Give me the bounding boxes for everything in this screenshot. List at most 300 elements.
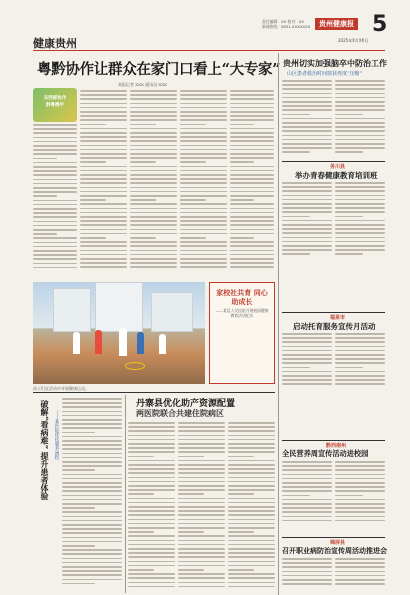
- text-line: [335, 558, 385, 560]
- text-line: [62, 532, 122, 534]
- text-line: [335, 80, 385, 82]
- text-line: [80, 229, 127, 231]
- text-line: [180, 191, 227, 193]
- text-line: [282, 490, 332, 492]
- text-line: [80, 119, 127, 121]
- text-line: [230, 212, 274, 214]
- text-line: [282, 566, 332, 568]
- text-line: [130, 258, 177, 260]
- text-line: [178, 548, 225, 550]
- text-line: [130, 170, 177, 172]
- text-line: [282, 143, 332, 145]
- text-line: [178, 561, 225, 563]
- text-line: [230, 174, 274, 176]
- text-line: [130, 107, 177, 109]
- text-line: [282, 195, 332, 197]
- text-line: [282, 190, 332, 192]
- text-line: [180, 187, 227, 189]
- text-line: [130, 132, 177, 134]
- bottom-left-text: [62, 398, 122, 590]
- text-line: [282, 216, 310, 218]
- text-line: [128, 451, 175, 453]
- text-line: [228, 460, 275, 462]
- text-line: [33, 204, 77, 206]
- text-line: [180, 170, 227, 172]
- text-line: [80, 128, 127, 130]
- text-line: [62, 537, 122, 539]
- text-line: [62, 495, 122, 497]
- text-line: [335, 490, 385, 492]
- news-title-1: 举办青春健康教育培训班: [295, 171, 378, 180]
- text-line: [128, 485, 175, 487]
- text-line: [230, 140, 274, 142]
- text-line: [180, 124, 206, 126]
- text-line: [62, 457, 122, 459]
- text-line: [178, 519, 225, 521]
- photo-building-1: [53, 288, 91, 332]
- text-line: [230, 115, 274, 117]
- text-line: [130, 149, 177, 151]
- bottom-divider: [125, 395, 126, 593]
- text-line: [335, 147, 385, 149]
- text-line: [130, 216, 177, 218]
- text-line: [180, 224, 227, 226]
- text-line: [282, 232, 332, 234]
- text-line: [282, 228, 332, 230]
- text-line: [282, 575, 332, 577]
- text-line: [230, 229, 274, 231]
- text-line: [33, 216, 77, 218]
- text-line: [178, 447, 225, 449]
- text-line: [130, 199, 156, 201]
- text-line: [335, 151, 363, 153]
- text-line: [282, 583, 332, 585]
- text-line: [282, 558, 332, 560]
- text-line: [178, 565, 225, 567]
- text-line: [335, 482, 385, 484]
- text-line: [180, 254, 227, 256]
- text-line: [230, 250, 274, 252]
- text-line: [335, 220, 385, 222]
- text-line: [33, 132, 77, 134]
- text-line: [128, 489, 175, 491]
- text-line: [282, 241, 332, 243]
- text-line: [230, 245, 274, 247]
- text-line: [282, 579, 332, 581]
- text-line: [128, 506, 175, 508]
- text-line: [180, 262, 227, 264]
- text-line: [80, 262, 127, 264]
- text-line: [62, 549, 122, 551]
- text-line: [230, 94, 274, 96]
- text-line: [180, 132, 227, 134]
- text-line: [128, 498, 175, 500]
- text-line: [228, 451, 275, 453]
- text-line: [180, 166, 227, 168]
- news-text-1: [282, 182, 385, 258]
- text-line: [128, 464, 175, 466]
- text-line: [33, 263, 77, 265]
- news-kicker-2: 福泉市: [330, 315, 346, 321]
- text-line: [335, 516, 385, 518]
- text-line: [33, 208, 77, 210]
- text-line: [228, 548, 275, 550]
- bottom-rule: [33, 392, 275, 393]
- text-line: [130, 250, 177, 252]
- text-line: [80, 136, 127, 138]
- text-line: [228, 422, 275, 424]
- text-line: [128, 447, 175, 449]
- text-line: [178, 430, 225, 432]
- text-line: [230, 166, 274, 168]
- text-line: [178, 456, 204, 458]
- text-line: [80, 216, 127, 218]
- text-line: [228, 493, 254, 495]
- text-line: [33, 149, 77, 151]
- text-line: [62, 427, 122, 429]
- text-line: [33, 195, 57, 197]
- text-line: [180, 145, 227, 147]
- text-line: [80, 107, 127, 109]
- text-line: [80, 258, 127, 260]
- text-line: [130, 111, 177, 113]
- text-line: [178, 468, 225, 470]
- text-line: [62, 553, 122, 555]
- text-line: [335, 253, 363, 255]
- text-line: [335, 207, 385, 209]
- text-line: [335, 383, 385, 385]
- text-line: [282, 379, 332, 381]
- text-line: [335, 469, 385, 471]
- text-line: [62, 432, 95, 434]
- text-line: [128, 502, 175, 504]
- text-line: [62, 541, 122, 543]
- text-line: [33, 221, 77, 223]
- text-line: [180, 153, 227, 155]
- text-line: [335, 350, 385, 352]
- text-line: [80, 245, 127, 247]
- text-line: [128, 569, 154, 571]
- text-line: [180, 136, 227, 138]
- news-rule-4: [282, 537, 385, 538]
- text-line: [228, 477, 275, 479]
- text-line: [228, 514, 275, 516]
- text-line: [62, 402, 122, 404]
- text-line: [335, 461, 385, 463]
- text-line: [282, 105, 332, 107]
- text-line: [335, 122, 385, 124]
- text-line: [282, 358, 332, 360]
- text-line: [178, 540, 225, 542]
- text-line: [335, 114, 363, 116]
- text-line: [282, 139, 332, 141]
- text-line: [228, 464, 275, 466]
- text-line: [282, 151, 310, 153]
- text-line: [230, 178, 274, 180]
- text-line: [180, 258, 227, 260]
- text-line: [282, 84, 332, 86]
- text-line: [282, 220, 332, 222]
- news-photo: [33, 282, 205, 384]
- text-line: [130, 229, 177, 231]
- text-line: [130, 136, 177, 138]
- text-line: [335, 139, 385, 141]
- text-line: [228, 582, 275, 584]
- text-line: [180, 220, 227, 222]
- text-line: [62, 545, 95, 547]
- text-line: [178, 523, 225, 525]
- text-line: [230, 132, 274, 134]
- text-line: [128, 519, 175, 521]
- text-line: [128, 493, 154, 495]
- text-line: [33, 212, 77, 214]
- text-line: [128, 422, 175, 424]
- text-line: [335, 354, 385, 356]
- section-title: 健康贵州: [33, 37, 77, 50]
- text-line: [230, 199, 254, 201]
- text-line: [180, 212, 227, 214]
- text-line: [33, 200, 77, 202]
- text-line: [130, 233, 177, 235]
- text-line: [33, 191, 77, 193]
- text-line: [228, 544, 275, 546]
- text-line: [335, 143, 385, 145]
- text-line: [230, 262, 274, 264]
- text-line: [282, 499, 332, 501]
- lead-text-col-1: [33, 124, 77, 274]
- text-line: [228, 443, 275, 445]
- news-kicker-1: 务川县: [330, 164, 346, 170]
- text-line: [180, 266, 227, 268]
- text-line: [80, 212, 127, 214]
- text-line: [80, 166, 127, 168]
- text-line: [62, 583, 95, 585]
- text-line: [335, 465, 385, 467]
- text-line: [80, 191, 127, 193]
- text-line: [178, 460, 225, 462]
- text-line: [228, 540, 275, 542]
- text-line: [180, 140, 227, 142]
- text-line: [180, 161, 206, 163]
- text-line: [128, 573, 175, 575]
- news-rule-3: [282, 440, 385, 441]
- text-line: [178, 439, 225, 441]
- text-line: [178, 569, 204, 571]
- text-line: [335, 333, 385, 335]
- text-line: [180, 216, 227, 218]
- text-line: [335, 93, 385, 95]
- text-line: [335, 88, 385, 90]
- text-line: [335, 474, 385, 476]
- text-line: [62, 562, 122, 564]
- text-line: [33, 145, 77, 147]
- text-line: [128, 460, 175, 462]
- text-line: [282, 520, 332, 522]
- text-line: [130, 124, 156, 126]
- text-line: [33, 141, 77, 143]
- text-line: [335, 341, 385, 343]
- text-line: [33, 250, 77, 252]
- text-line: [228, 586, 275, 588]
- text-line: [228, 519, 275, 521]
- text-line: [130, 182, 177, 184]
- text-line: [128, 439, 175, 441]
- text-line: [62, 440, 122, 442]
- text-line: [130, 195, 177, 197]
- text-line: [282, 333, 332, 335]
- right-divider: [278, 53, 279, 595]
- bottom-left-subtitle: ——某医院优化服务流程: [54, 410, 59, 460]
- text-line: [230, 195, 274, 197]
- text-line: [33, 158, 57, 160]
- page-number: 5: [372, 12, 388, 37]
- text-line: [335, 499, 385, 501]
- text-line: [130, 266, 177, 268]
- text-line: [62, 478, 122, 480]
- right-top-subtitle: 山区患者救治时间窗获再度“压缩”: [287, 71, 363, 77]
- text-line: [80, 237, 106, 239]
- text-line: [230, 107, 274, 109]
- text-line: [282, 186, 332, 188]
- text-line: [178, 489, 225, 491]
- text-line: [80, 103, 127, 105]
- bottom-center-text: [128, 422, 275, 590]
- text-line: [180, 203, 227, 205]
- text-line: [80, 115, 127, 117]
- text-line: [282, 93, 332, 95]
- text-line: [282, 350, 332, 352]
- text-line: [178, 577, 225, 579]
- text-line: [282, 478, 332, 480]
- header-date: 2025年X月XX日: [338, 38, 369, 43]
- masthead-logo: 贵州健康报: [315, 18, 358, 30]
- text-line: [335, 337, 385, 339]
- text-line: [228, 481, 275, 483]
- text-line: [80, 149, 127, 151]
- text-line: [228, 556, 275, 558]
- text-line: [335, 232, 385, 234]
- text-line: [33, 153, 77, 155]
- text-line: [335, 203, 385, 205]
- right-top-text: [282, 80, 385, 158]
- news-text-2: [282, 333, 385, 389]
- text-line: [282, 109, 332, 111]
- text-line: [80, 266, 127, 268]
- text-line: [130, 241, 177, 243]
- text-line: [33, 179, 77, 181]
- text-line: [230, 216, 274, 218]
- text-line: [282, 469, 332, 471]
- text-line: [335, 186, 385, 188]
- photo-person-2: [95, 330, 102, 354]
- text-line: [230, 119, 274, 121]
- text-line: [335, 182, 385, 184]
- text-line: [282, 461, 332, 463]
- text-line: [128, 468, 175, 470]
- text-line: [282, 367, 310, 369]
- text-line: [335, 520, 385, 522]
- text-line: [178, 506, 225, 508]
- text-line: [178, 451, 225, 453]
- collab-badge: [33, 88, 77, 122]
- text-line: [80, 111, 127, 113]
- text-line: [62, 469, 95, 471]
- text-line: [80, 140, 127, 142]
- lead-text-col-3: [130, 90, 177, 274]
- text-line: [62, 570, 122, 572]
- text-line: [130, 119, 177, 121]
- text-line: [282, 203, 332, 205]
- text-line: [33, 267, 77, 269]
- text-line: [178, 556, 225, 558]
- text-line: [62, 482, 122, 484]
- text-line: [282, 507, 332, 509]
- text-line: [178, 573, 225, 575]
- text-line: [33, 229, 77, 231]
- bottom-left-title: 破解“看病难” 提升患者体验: [40, 400, 50, 500]
- text-line: [80, 187, 127, 189]
- text-line: [178, 552, 225, 554]
- text-line: [282, 207, 332, 209]
- text-line: [178, 535, 225, 537]
- lead-title: 粤黔协作让群众在家门口看上“大专家”: [37, 61, 281, 78]
- text-line: [80, 182, 127, 184]
- text-line: [335, 199, 385, 201]
- text-line: [130, 103, 177, 105]
- photo-building-3: [151, 292, 193, 332]
- text-line: [282, 383, 332, 385]
- text-line: [33, 242, 77, 244]
- text-line: [282, 341, 332, 343]
- text-line: [33, 187, 77, 189]
- text-line: [230, 191, 274, 193]
- text-line: [80, 195, 127, 197]
- text-line: [335, 486, 385, 488]
- text-line: [180, 157, 227, 159]
- text-line: [335, 478, 385, 480]
- text-line: [178, 435, 225, 437]
- text-line: [228, 447, 275, 449]
- text-line: [180, 245, 227, 247]
- text-line: [130, 166, 177, 168]
- text-line: [128, 426, 175, 428]
- news-title-3: 全民营养周宣传活动进校园: [282, 449, 369, 458]
- text-line: [178, 472, 225, 474]
- text-line: [335, 241, 385, 243]
- text-line: [282, 562, 332, 564]
- text-line: [282, 474, 332, 476]
- text-line: [335, 579, 385, 581]
- text-line: [80, 233, 127, 235]
- text-line: [178, 426, 225, 428]
- text-line: [128, 535, 175, 537]
- text-line: [228, 577, 275, 579]
- text-line: [180, 111, 227, 113]
- text-line: [335, 195, 385, 197]
- text-line: [80, 157, 127, 159]
- text-line: [335, 562, 385, 564]
- text-line: [180, 94, 227, 96]
- text-line: [128, 582, 175, 584]
- text-line: [130, 262, 177, 264]
- text-line: [335, 362, 385, 364]
- text-line: [282, 130, 332, 132]
- text-line: [80, 153, 127, 155]
- news-text-4: [282, 558, 385, 590]
- text-line: [128, 481, 175, 483]
- text-line: [180, 90, 227, 92]
- text-line: [128, 430, 175, 432]
